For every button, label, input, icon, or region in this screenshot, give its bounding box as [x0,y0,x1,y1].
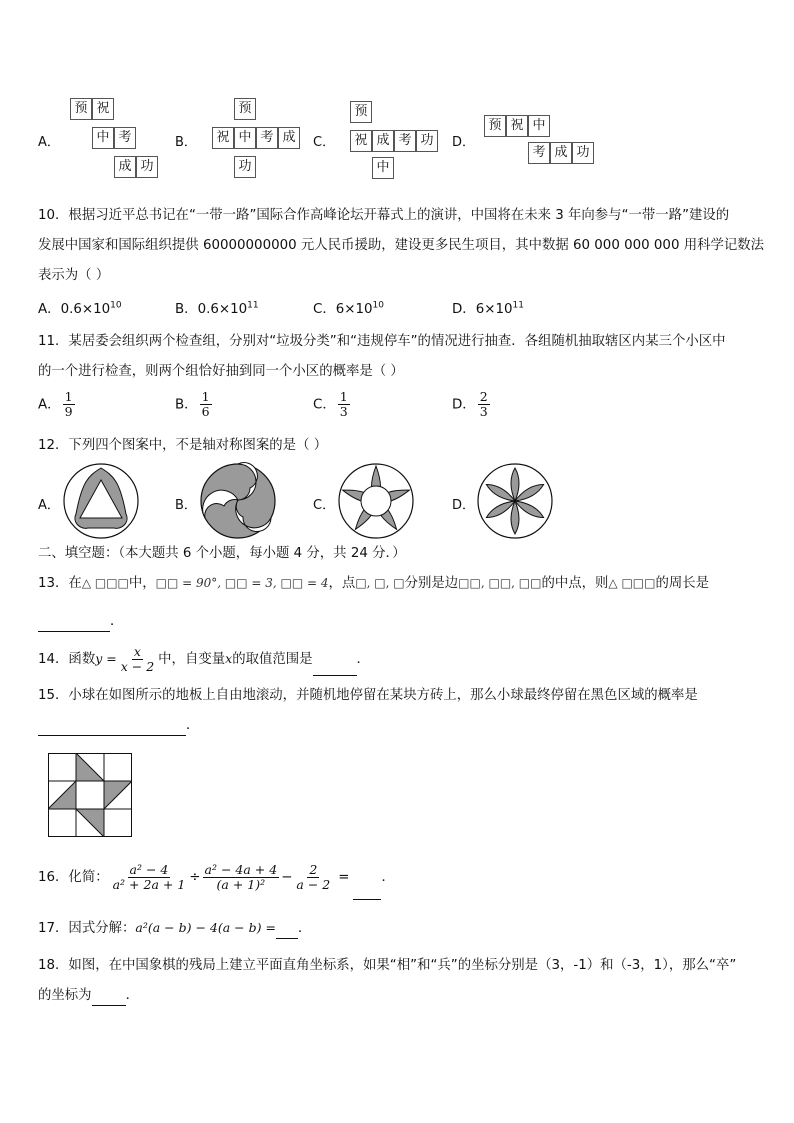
q13-line: 13．在△ □□□中，□□ = 90°, □□ = 3, □□ = 4，点□, □, □分别是边□□, □□, □□的中点，则△ □□□的周长是 [38,576,710,591]
net-cell: 成 [550,142,572,164]
q13-answer-line: ． [38,612,123,632]
q12-option-a-label: A． [38,498,60,513]
q11-line-2: 的一个进行检查，则两个组恰好抽到同一个小区的概率是（ ） [38,364,404,379]
q12-option-b-label: B． [175,498,197,513]
net-cell: 考 [114,127,136,149]
net-cell: 中 [234,127,256,149]
q9-option-b-label: B． [175,135,197,150]
answer-blank[interactable] [313,659,357,676]
pattern-d-figure [476,462,554,540]
q11-line-1: 11．某居委会组织两个检查组，分别对“垃圾分类”和“违规停车”的情况进行抽查．各组随机抽取辖区内某三个小区中 [38,334,726,349]
net-cell: 成 [278,127,300,149]
pattern-b-figure [199,462,277,540]
net-cell: 考 [394,130,416,152]
answer-blank[interactable] [38,615,110,632]
q14-line: 14．函数y = $\frac{x}{x - 2}$ 中，自变量x的取值范围是 ． [38,643,370,676]
answer-blank[interactable] [353,883,381,900]
net-cell: 考 [256,127,278,149]
q11-option-b: B． $\frac{1}{6}$ [175,389,210,419]
q10-line-3: 表示为（ ） [38,268,110,283]
answer-blank[interactable] [92,989,126,1006]
net-cell: 预 [350,101,372,123]
q10-line-2: 发展中国家和国际组织提供 60000000000 元人民币援助，建设更多民生项目，其中数据 60 000 000 000 用科学记数法 [38,238,765,253]
net-cell: 预 [234,98,256,120]
q12-option-d-label: D． [452,498,476,513]
q10-option-a: A．$0.6\times 10^{10}$ [38,300,122,317]
net-cell: 功 [416,130,438,152]
q10-option-c: C．$6\times 10^{10}$ [313,300,384,317]
q9-option-d-label: D． [452,135,476,150]
q15-text: 15．小球在如图所示的地板上自由地滚动，并随机地停留在某块方砖上，那么小球最终停留在黑色区域的概率是 [38,688,698,703]
net-cell: 功 [572,142,594,164]
q10-option-b: B．$0.6\times 10^{11}$ [175,300,259,317]
net-cell: 考 [528,142,550,164]
q11-option-d: D． $\frac{2}{3}$ [452,389,488,419]
q10-option-d: D．$6\times 10^{11}$ [452,300,524,317]
net-cell: 功 [234,156,256,178]
q12-option-c-label: C． [313,498,336,513]
net-cell: 祝 [212,127,234,149]
q9-option-c-label: C． [313,135,336,150]
pattern-a-figure [62,462,140,540]
answer-blank[interactable] [38,719,186,736]
net-cell: 预 [484,115,506,137]
answer-blank[interactable] [276,922,298,939]
q18-line-2: 的坐标为 ． [38,986,139,1006]
net-cell: 成 [114,156,136,178]
pattern-c-figure [337,462,415,540]
q15-answer-line: ． [38,716,199,736]
floor-tile-figure [48,753,132,837]
net-cell: 中 [528,115,550,137]
net-cell: 中 [92,127,114,149]
net-cell: 祝 [92,98,114,120]
net-cell: 中 [372,157,394,179]
net-cell: 祝 [506,115,528,137]
q10-line-1: 10．根据习近平总书记在“一带一路”国际合作高峰论坛开幕式上的演讲，中国将在未来 3 年向参与“一带一路”建设的 [38,208,730,223]
section-2-heading: 二、填空题：（本大题共 6 个小题，每小题 4 分，共 24 分．） [38,546,406,561]
q11-option-c: C． $\frac{1}{3}$ [313,389,348,419]
q12-text: 12．下列四个图案中，不是轴对称图案的是（ ） [38,438,328,453]
q9-option-a-label: A． [38,135,60,150]
q17-line: 17．因式分解：a²(a − b) − 4(a − b) = ． [38,918,311,939]
net-cell: 祝 [350,130,372,152]
net-cell: 成 [372,130,394,152]
q11-option-a: A． $\frac{1}{9}$ [38,389,73,419]
net-cell: 预 [70,98,92,120]
q18-line-1: 18．如图，在中国象棋的残局上建立平面直角坐标系，如果“相”和“兵”的坐标分别是（3，-1）和（-3，1），那么“卒” [38,958,737,973]
q16-line: 16．化简： $\frac{\text{a² − 4}}{\text{a² + 2a + 1}}$ ÷ $\frac{\text{a² − 4a + 4}}{\text{(a + 1)²}}$ − $\frac{2}{a - 2}$ = ． [38,856,395,900]
net-cell: 功 [136,156,158,178]
